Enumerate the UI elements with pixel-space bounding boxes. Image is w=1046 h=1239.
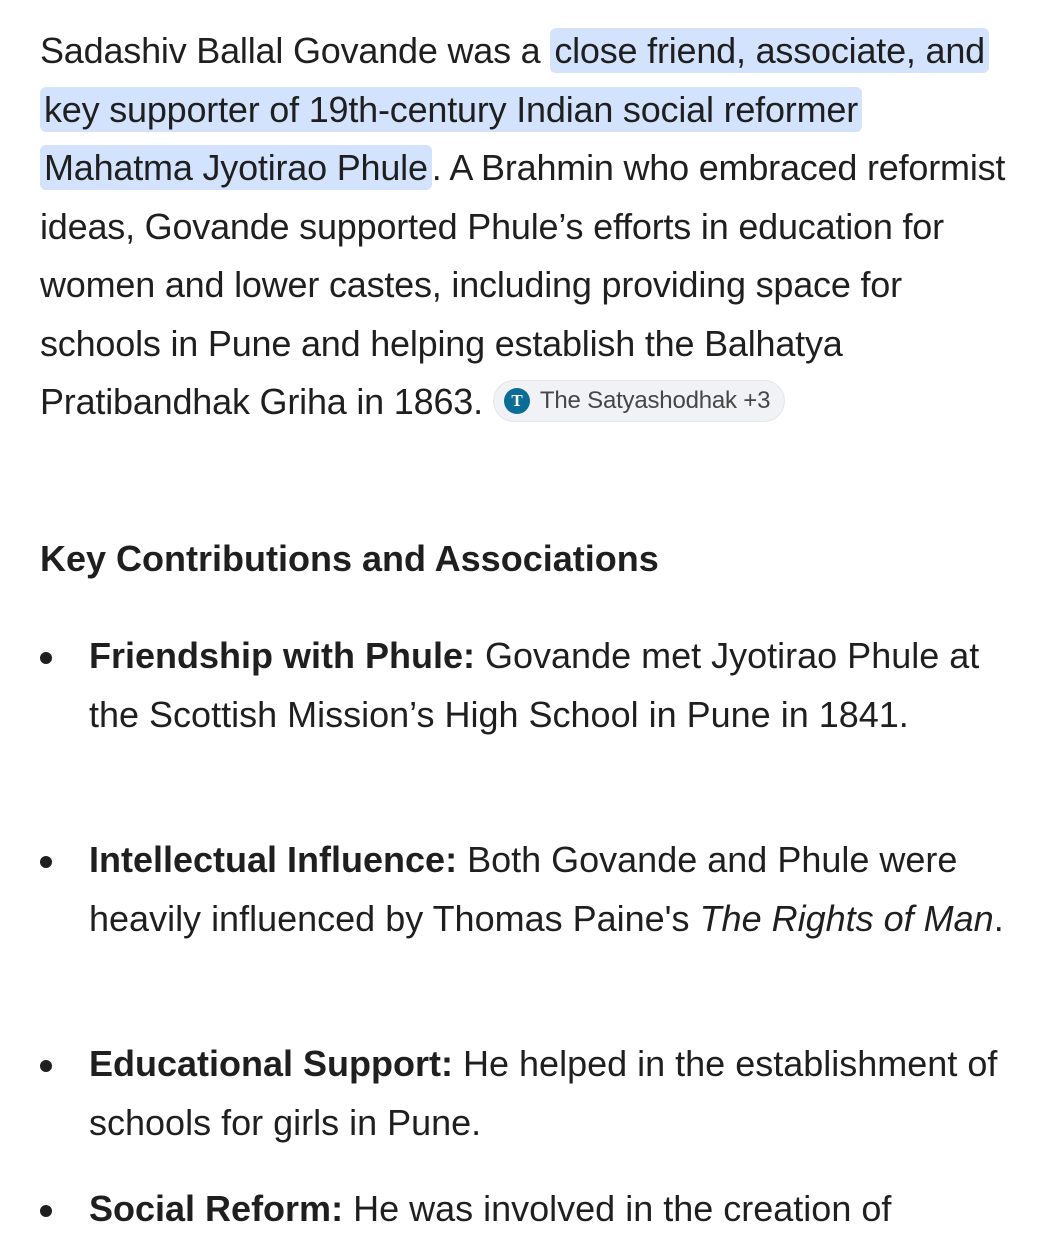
- list-item-title: Intellectual Influence:: [89, 839, 458, 880]
- intro-rest-text: . A Brahmin who embraced reformist ideas, Govande supported Phule’s efforts in education for women and lower castes, including providing space for schools in Pune and helping establish the Balhatya Pratibandhak Griha in 1863.: [40, 147, 1006, 422]
- list-item: [40, 1035, 1006, 1152]
- highlighted-phrase: close friend, associate, and key supporter of 19th-century Indian social reformer Mahatma Jyotirao Phule: [40, 28, 989, 190]
- list-item-body-end: .: [993, 897, 1004, 939]
- list-item-body: Both Govande and Phule were heavily influenced by Thomas Paine's: [89, 839, 958, 939]
- intro-paragraph: [40, 22, 1006, 432]
- citation-chip-label: The Satyashodhak +3: [539, 387, 771, 414]
- bullet-icon: [40, 652, 52, 664]
- list-item-text: [89, 1180, 1006, 1239]
- ai-overview-answer: [40, 22, 1006, 432]
- citation-chip[interactable]: [493, 380, 785, 422]
- bullet-icon: [40, 1205, 52, 1217]
- section-heading: Key Contributions and Associations: [40, 538, 659, 579]
- list-item: [40, 627, 1006, 744]
- list-item-title: Educational Support:: [89, 1043, 453, 1084]
- list-item-body: He helped in the establishment of schools for girls in Pune.: [89, 1043, 998, 1143]
- intro-lead-text: Sadashiv Ballal Govande was a: [40, 30, 551, 71]
- book-title: The Rights of Man: [699, 897, 994, 939]
- list-item-body: He was involved in the creation of: [343, 1188, 892, 1229]
- list-item-body: Govande met Jyotirao Phule at the Scottish Mission’s High School in Pune in 1841.: [89, 635, 980, 735]
- list-item-title: Friendship with Phule:: [89, 635, 475, 676]
- bullet-icon: [40, 856, 52, 868]
- list-item-title: Social Reform:: [89, 1188, 344, 1229]
- list-item: [40, 831, 1006, 948]
- list-item-text: [89, 1035, 1006, 1152]
- list-item: [40, 1180, 1006, 1239]
- satyashodhak-logo-icon: T: [504, 388, 530, 414]
- list-item-text: [89, 627, 1006, 744]
- list-item-text: [89, 831, 1006, 948]
- bullet-icon: [40, 1060, 52, 1072]
